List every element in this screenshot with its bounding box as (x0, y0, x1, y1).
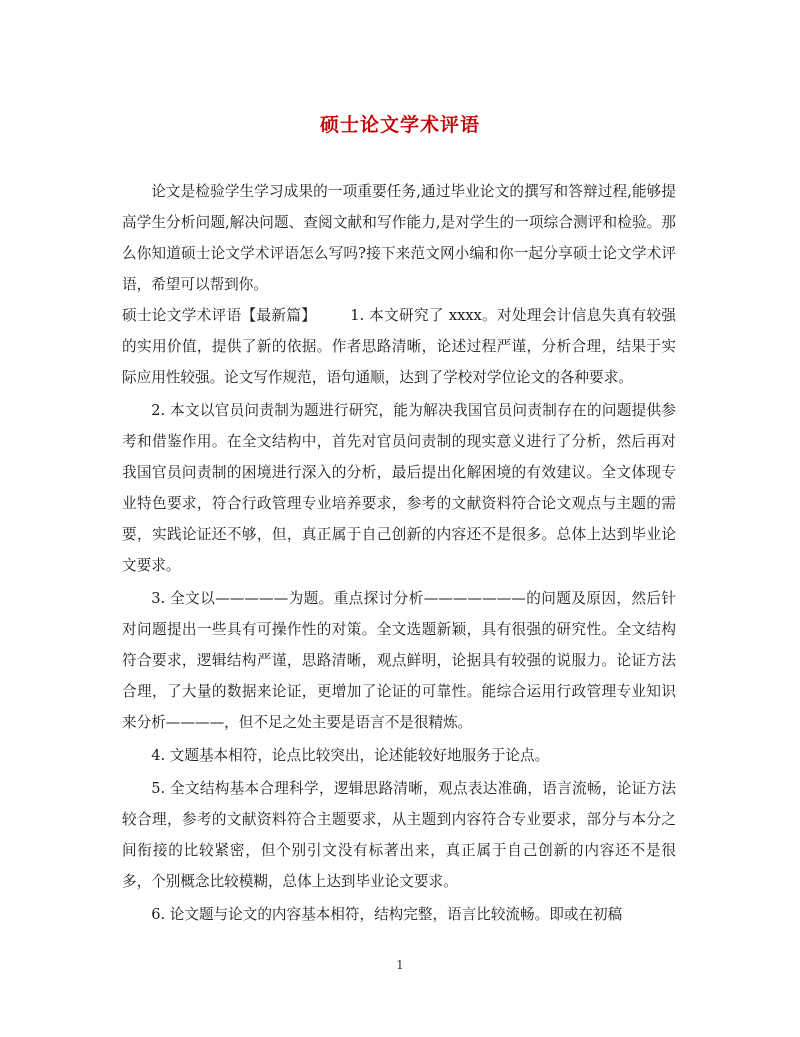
review-item-5: 5. 全文结构基本合理科学，逻辑思路清晰，观点表达准确，语言流畅，论证方法较合理，参考的文献资料符合主题要求，从主题到内容符合专业要求，部分与本分之间衔接的比较紧密，但个别引文没有标著出来，真正属于自己创新的内容还不是很多，个别概念比较模糊，总体上达到毕业论文要求。 (122, 780, 676, 890)
page-number: 1 (396, 958, 404, 972)
review-item-3: 3. 全文以—————为题。重点探讨分析———————的问题及原因，然后针对问题提出一些具有可操作性的对策。全文选题新颖，具有很强的研究性。全文结构符合要求，逻辑结构严谨，思路清晰，观点鲜明，论据具有较强的说服力。论证方法合理，了大量的数据来论证，更增加了论证的可靠性。能综合运用行政管理专业知识来分析————，但不足之处主要是语言不是很精炼。 (122, 590, 676, 731)
review-item-6: 6. 论文题与论文的内容基本相符，结构完整，语言比较流畅。即或在初稿 (151, 906, 623, 923)
section-heading: 硕士论文学术评语【最新篇】 (122, 307, 317, 324)
document-body (122, 176, 676, 930)
review-item-1: 1. 本文研究了 xxxx。对处理会计信息失真有较强的实用价值，提供了新的依据。作者思路清晰，论述过程严谨，分析合理，结果于实际应用性较强。论文写作规范，语句通顺，达到了学校对学位论文的各种要求。 (122, 307, 676, 386)
section-lead-paragraph (122, 300, 676, 393)
intro-paragraph: 论文是检验学生学习成果的一项重要任务,通过毕业论文的撰写和答辩过程,能够提高学生分析问题,解决问题、查阅文献和写作能力,是对学生的一项综合测评和检验。那么你知道硕士论文学术评语怎么写吗?接下来范文网小编和你一起分享硕士论文学术评语，希望可以帮到你。 (122, 183, 676, 293)
review-item-4: 4. 文题基本相符，论点比较突出，论述能较好地服务于论点。 (151, 747, 550, 764)
review-item-2: 2. 本文以官员问责制为题进行研究，能为解决我国官员问责制存在的问题提供参考和借鉴作用。在全文结构中，首先对官员问责制的现实意义进行了分析，然后再对我国官员问责制的困境进行深入的分析，最后提出化解困境的有效建议。全文体现专业特色要求，符合行政管理专业培养要求，参考的文献资料符合论文观点与主题的需要，实践论证还不够，但，真正属于自己创新的内容还不是很多。总体上达到毕业论文要求。 (122, 402, 676, 574)
document-title: 硕士论文学术评语 (319, 114, 480, 136)
